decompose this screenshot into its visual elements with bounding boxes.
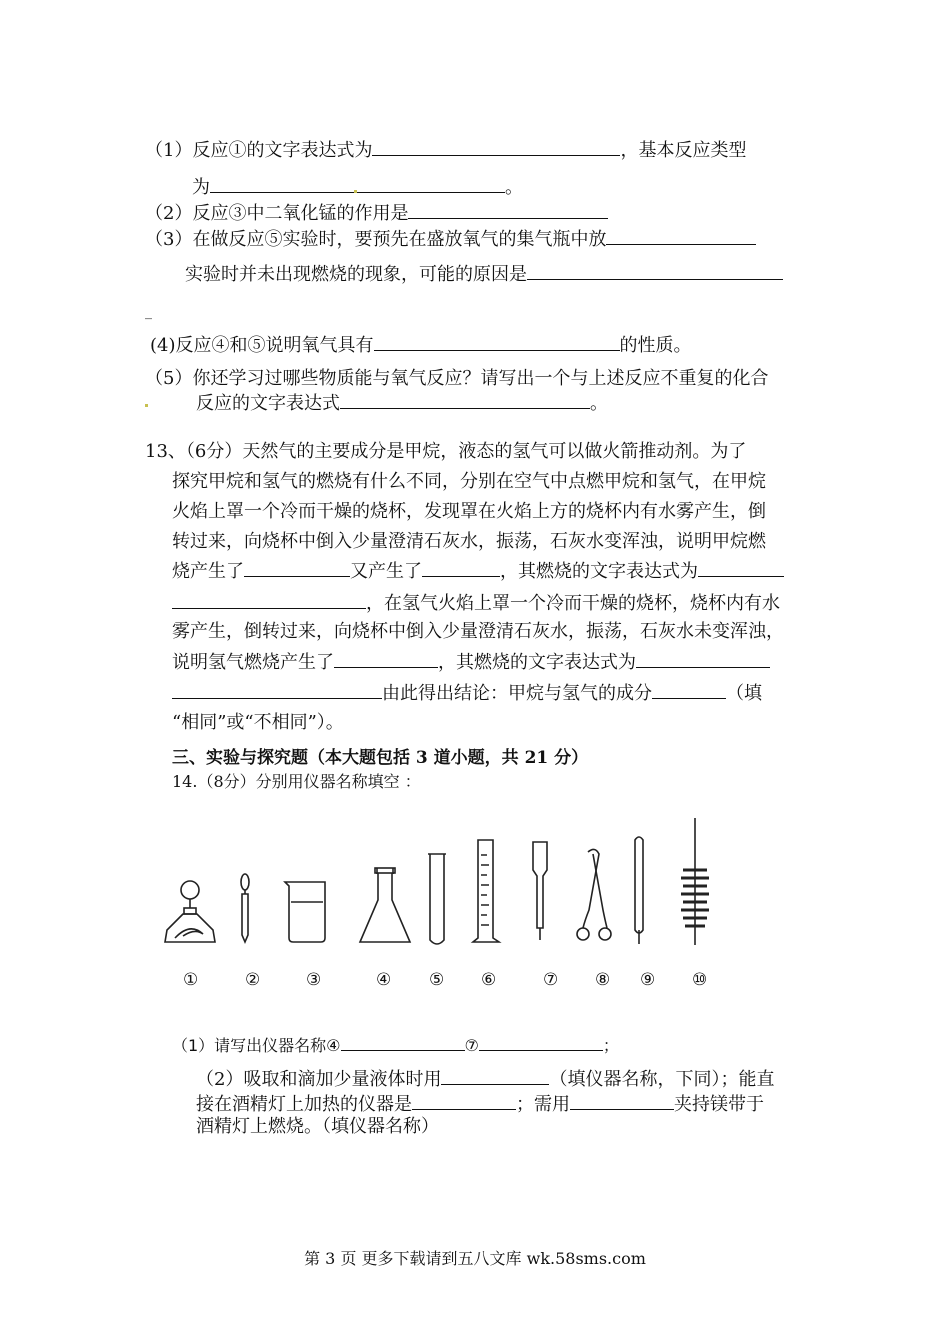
q14-p2-need: ；需用 (516, 1094, 570, 1115)
q12-part5-line1 (145, 367, 768, 391)
answer-blank[interactable] (652, 680, 726, 699)
answer-blank[interactable] (412, 1091, 516, 1110)
q12-p5-end: 。 (590, 393, 608, 414)
instrument-label-5: ⑤ (429, 970, 445, 990)
q13-line8 (172, 649, 770, 675)
answer-blank[interactable] (698, 558, 784, 577)
q13-line7: 雾产生，倒转过来，向烧杯中倒入少量澄清石灰水，振荡，石灰水未变浑浊， (172, 621, 784, 642)
q13-line1: 13、（6分）天然气的主要成分是甲烷，液态的氢气可以做火箭推动剂。为了 (145, 441, 747, 462)
q12-p5-label: 反应的文字表达式 (196, 393, 340, 414)
answer-blank[interactable] (479, 1032, 603, 1051)
answer-blank[interactable] (244, 558, 350, 577)
answer-blank[interactable] (408, 200, 608, 219)
q13-line3: 火焰上罩一个冷而干燥的烧杯，发现罩在火焰上方的烧杯内有水雾产生，倒 (172, 501, 766, 522)
q12-p3-reason: 实验时并未出现燃烧的现象，可能的原因是 (185, 264, 527, 285)
q14-p1-text: （1）请写出仪器名称④ (172, 1036, 341, 1055)
q14-p1-mid: ⑦ (464, 1036, 479, 1055)
q14-p2-clamp: 夹持镁带于 (674, 1094, 764, 1115)
q14-p2-heat: 接在酒精灯上加热的仪器是 (196, 1094, 412, 1115)
section3-title: 三、实验与探究题（本大题包括 3 道小题，共 21 分） (172, 748, 589, 768)
q14-part1 (172, 1032, 619, 1058)
q12-part3-line1 (145, 226, 756, 252)
instrument-label-10: ⑩ (692, 970, 708, 990)
instrument-label-2: ② (245, 970, 261, 990)
q14-p1-end: ； (602, 1036, 619, 1055)
instrument-label-1: ① (183, 970, 199, 990)
answer-blank[interactable] (210, 174, 505, 193)
q14-part2-line2 (196, 1091, 764, 1117)
q14-part2-line1 (196, 1066, 774, 1092)
pipette-icon (533, 842, 547, 940)
q13-l5-text: 烧产生了 (172, 561, 244, 582)
answer-blank[interactable] (172, 680, 382, 699)
q13-line9 (172, 680, 762, 706)
q12-p1-end: 。 (505, 177, 523, 198)
answer-blank[interactable] (372, 137, 620, 156)
instrument-label-3: ③ (306, 970, 322, 990)
q12-part3-line2 (185, 261, 783, 287)
q12-p1-label: 为 (192, 177, 210, 198)
q13-l9-text: 由此得出结论：甲烷与氢气的成分 (382, 683, 652, 704)
q12-p5-text: （5）你还学习过哪些物质能与氧气反应？请写出一个与上述反应不重复的化合 (145, 368, 769, 389)
q12-p1-text: （1）反应①的文字表达式为 (145, 140, 373, 161)
answer-blank[interactable] (570, 1091, 674, 1110)
speck-mark (354, 190, 357, 193)
lab-instruments-figure (155, 810, 735, 970)
answer-blank[interactable] (636, 649, 770, 668)
answer-blank[interactable] (374, 332, 620, 351)
test-tube-brush-icon (681, 818, 709, 945)
instrument-label-8: ⑧ (595, 970, 611, 990)
q13-l6-text: ，在氢气火焰上罩一个冷而干燥的烧杯，烧杯内有水 (366, 593, 780, 614)
stray-dash: _ (145, 304, 152, 320)
beaker-icon (285, 882, 325, 942)
instrument-label-6: ⑥ (481, 970, 497, 990)
q13-line5 (172, 558, 784, 584)
q14-p2-text: （2）吸取和滴加少量液体时用 (196, 1069, 442, 1090)
q13-l9-tail: （填 (726, 683, 762, 704)
answer-blank[interactable] (441, 1066, 549, 1085)
q12-p4-text: (4)反应④和⑤说明氧气具有 (150, 335, 374, 356)
q13-line6 (172, 590, 780, 616)
q12-part1-line1 (145, 137, 746, 163)
q12-p4-tail: 的性质。 (619, 335, 692, 356)
page-footer: 第 3 页 更多下载请到五八文库 wk.58sms.com (304, 1249, 646, 1268)
q13-l5-mid: 又产生了 (350, 561, 422, 582)
answer-blank[interactable] (334, 649, 438, 668)
conical-flask-icon (360, 868, 410, 942)
answer-blank[interactable] (341, 1032, 465, 1051)
glass-rod-icon (635, 837, 643, 944)
q12-p2-text: （2）反应③中二氧化锰的作用是 (145, 203, 409, 224)
q13-line2: 探究甲烷和氢气的燃烧有什么不同，分别在空气中点燃甲烷和氢气，在甲烷 (172, 471, 766, 492)
q12-part5-line2 (196, 390, 608, 416)
q13-l5-tail: ，其燃烧的文字表达式为 (500, 561, 698, 582)
q13-l8-text: 说明氢气燃烧产生了 (172, 652, 334, 673)
q14-heading: 14.（8分）分别用仪器名称填空 ： (172, 772, 421, 791)
crucible-tongs-icon (577, 849, 611, 940)
q13-l8-tail: ，其燃烧的文字表达式为 (438, 652, 636, 673)
answer-blank[interactable] (422, 558, 500, 577)
q14-part2-line3: 酒精灯上燃烧。（填仪器名称） (196, 1116, 439, 1137)
q12-part2 (145, 200, 608, 226)
q13-line10: “相同”或“不相同”）。 (172, 712, 344, 733)
graduated-cylinder-icon (473, 840, 499, 942)
answer-blank[interactable] (340, 390, 590, 409)
speck-mark (145, 404, 148, 407)
instrument-label-4: ④ (376, 970, 392, 990)
q14-p2-tail: （填仪器名称，下同）；能直 (549, 1069, 775, 1090)
q13-line4: 转过来，向烧杯中倒入少量澄清石灰水，振荡，石灰水变浑浊，说明甲烷燃 (172, 531, 766, 552)
alcohol-lamp-icon (165, 881, 215, 942)
q12-part1-line2 (192, 174, 523, 200)
answer-blank[interactable] (606, 226, 756, 245)
instrument-label-9: ⑨ (640, 970, 656, 990)
q12-p1-tail: ，基本反应类型 (620, 140, 747, 161)
q12-part4 (150, 332, 692, 358)
answer-blank[interactable] (527, 261, 783, 280)
q12-p3-text: （3）在做反应⑤实验时，要预先在盛放氧气的集气瓶中放 (145, 229, 607, 250)
answer-blank[interactable] (172, 590, 366, 609)
dropper-icon (241, 874, 249, 942)
instrument-label-7: ⑦ (543, 970, 559, 990)
test-tube-icon (428, 854, 446, 944)
